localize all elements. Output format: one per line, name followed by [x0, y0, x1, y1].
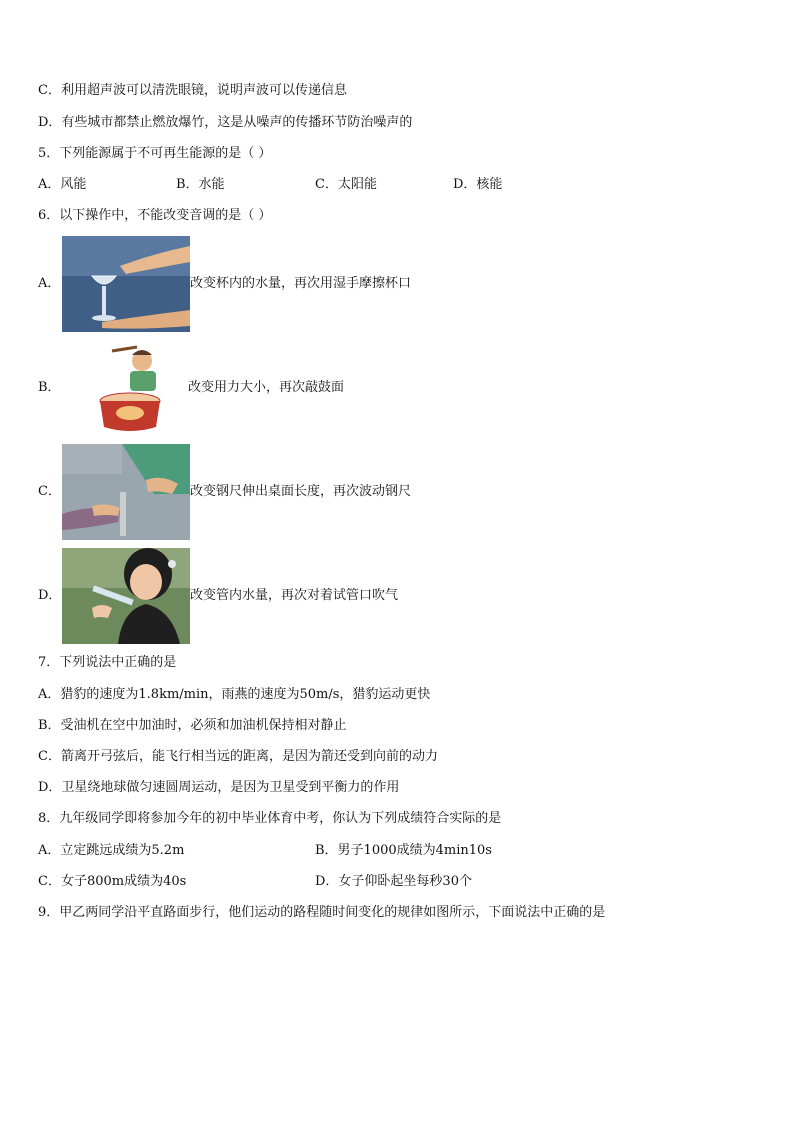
- q6-option-d-image: [62, 548, 190, 644]
- q5-option-c: C．太阳能: [315, 177, 377, 192]
- q8-option-a: A．立定跳远成绩为5.2m: [38, 843, 185, 858]
- q8-option-b: B．男子1000成绩为4min10s: [315, 843, 492, 858]
- q6-option-d-label: D．: [38, 588, 62, 603]
- q5-option-d: D．核能: [453, 177, 503, 192]
- question-4-option-c: C．利用超声波可以清洗眼镜，说明声波可以传递信息: [38, 83, 347, 98]
- q6-option-b-label: B．: [38, 380, 61, 395]
- q5-option-a: A．风能: [38, 177, 87, 192]
- q8-option-d: D．女子仰卧起坐每秒30个: [315, 874, 472, 889]
- q6-option-b-image: [92, 343, 182, 435]
- q8-option-c: C．女子800m成绩为40s: [38, 874, 187, 889]
- q7-option-a: A．猎豹的速度为1.8km/min，雨燕的速度为50m/s，猎豹运动更快: [38, 687, 431, 702]
- q7-option-c: C．箭离开弓弦后，能飞行相当远的距离，是因为箭还受到向前的动力: [38, 749, 438, 764]
- q6-option-a-label: A．: [38, 276, 61, 291]
- q6-option-a-caption: 改变杯内的水量，再次用湿手摩擦杯口: [190, 276, 412, 291]
- q7-option-b: B．受油机在空中加油时，必须和加油机保持相对静止: [38, 718, 347, 733]
- question-9-stem: 9．甲乙两同学沿平直路面步行，他们运动的路程随时间变化的规律如图所示，下面说法中正确的是: [38, 905, 606, 920]
- question-4-option-d: D．有些城市都禁止燃放爆竹，这是从噪声的传播环节防治噪声的: [38, 115, 413, 130]
- q6-option-c-label: C．: [38, 484, 61, 499]
- q6-option-b-caption: 改变用力大小，再次敲鼓面: [188, 380, 345, 395]
- q6-option-a-image: [62, 236, 190, 332]
- q6-option-d-caption: 改变管内水量，再次对着试管口吹气: [190, 588, 399, 603]
- q5-option-b: B．水能: [176, 177, 225, 192]
- question-7-stem: 7．下列说法中正确的是: [38, 655, 177, 670]
- question-8-stem: 8．九年级同学即将参加今年的初中毕业体育中考，你认为下列成绩符合实际的是: [38, 811, 502, 826]
- question-6-stem: 6．以下操作中，不能改变音调的是（ ）: [38, 208, 272, 223]
- q6-option-c-image: [62, 444, 190, 540]
- q6-option-c-caption: 改变钢尺伸出桌面长度，再次波动钢尺: [190, 484, 412, 499]
- question-5-stem: 5．下列能源属于不可再生能源的是（ ）: [38, 146, 272, 161]
- q7-option-d: D．卫星绕地球做匀速圆周运动，是因为卫星受到平衡力的作用: [38, 780, 400, 795]
